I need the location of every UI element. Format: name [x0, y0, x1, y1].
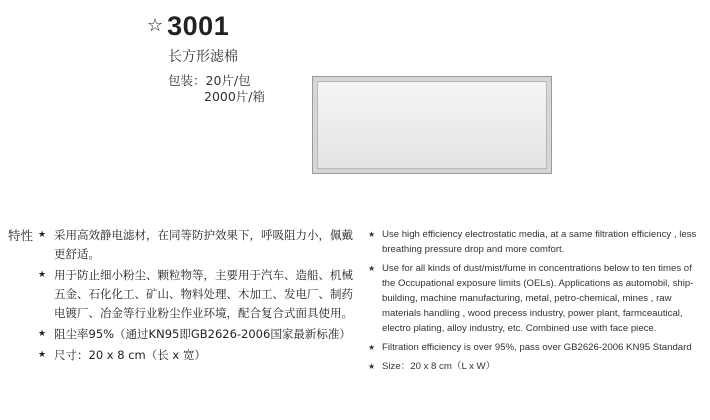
- feature-text-cn: 阻尘率95%（通过KN95即GB2626-2006国家最新标准）: [54, 327, 351, 341]
- product-name: 长方形滤棉: [168, 49, 238, 65]
- star-icon: ☆: [147, 15, 164, 36]
- star-bullet-icon: ★: [38, 230, 47, 240]
- star-bullet-icon: ★: [38, 350, 47, 360]
- feature-item-en: [368, 359, 706, 374]
- filter-pad-image: [312, 76, 552, 174]
- feature-item-en: [368, 227, 706, 257]
- feature-text-en: Use high efficiency electrostatic media, at a same filtration efficiency , less breathing pressure drop and more comfort.: [382, 229, 697, 255]
- packaging-per-box: 2000片/箱: [204, 89, 266, 104]
- features-label: 特性: [8, 228, 34, 243]
- feature-item-cn: [38, 325, 356, 344]
- star-bullet-icon: ★: [38, 270, 47, 280]
- star-bullet-icon: ★: [38, 329, 47, 339]
- star-bullet-icon: ★: [368, 264, 376, 273]
- feature-text-en: Size：20 x 8 cm（L x W）: [382, 361, 496, 372]
- packaging-info: [168, 73, 265, 105]
- feature-item-cn: [38, 346, 356, 365]
- feature-text-en: Filtration efficiency is over 95%, pass over GB2626-2006 KN95 Standard: [382, 342, 692, 353]
- features-list-en: [368, 227, 706, 378]
- feature-item-en: [368, 340, 706, 355]
- product-code-heading: [147, 10, 229, 42]
- feature-text-en: Use for all kinds of dust/mist/fume in concentrations below to ten times of the Occupational exposure limits (OELs). Applications as automobil, ship-building, machine manufacturing, metal, petro-chemical, mines , raw materials handling , wood precess industry, power plant, farmceautical, electro plating, alloy industry, etc. Combined use with face piece.: [382, 263, 694, 334]
- features-list-cn: [38, 226, 356, 367]
- feature-text-cn: 用于防止细小粉尘、颗粒物等，主要用于汽车、造船、机械五金、石化化工、矿山、物料处理、木加工、发电厂、制药电镀厂、冶金等行业粉尘作业环境，配合复合式面具使用。: [54, 268, 353, 320]
- product-code: 3001: [167, 10, 230, 41]
- feature-text-cn: 采用高效静电滤材，在同等防护效果下，呼吸阻力小，佩戴更舒适。: [54, 228, 353, 261]
- feature-text-cn: 尺寸：20 x 8 cm（长 x 宽）: [54, 348, 206, 362]
- feature-item-cn: [38, 226, 356, 264]
- star-bullet-icon: ★: [368, 230, 376, 239]
- packaging-per-pack: 包装：20片/包: [168, 73, 251, 88]
- filter-pad-media: [317, 81, 547, 169]
- feature-item-en: [368, 261, 706, 336]
- feature-item-cn: [38, 266, 356, 323]
- star-bullet-icon: ★: [368, 343, 376, 352]
- star-bullet-icon: ★: [368, 362, 376, 371]
